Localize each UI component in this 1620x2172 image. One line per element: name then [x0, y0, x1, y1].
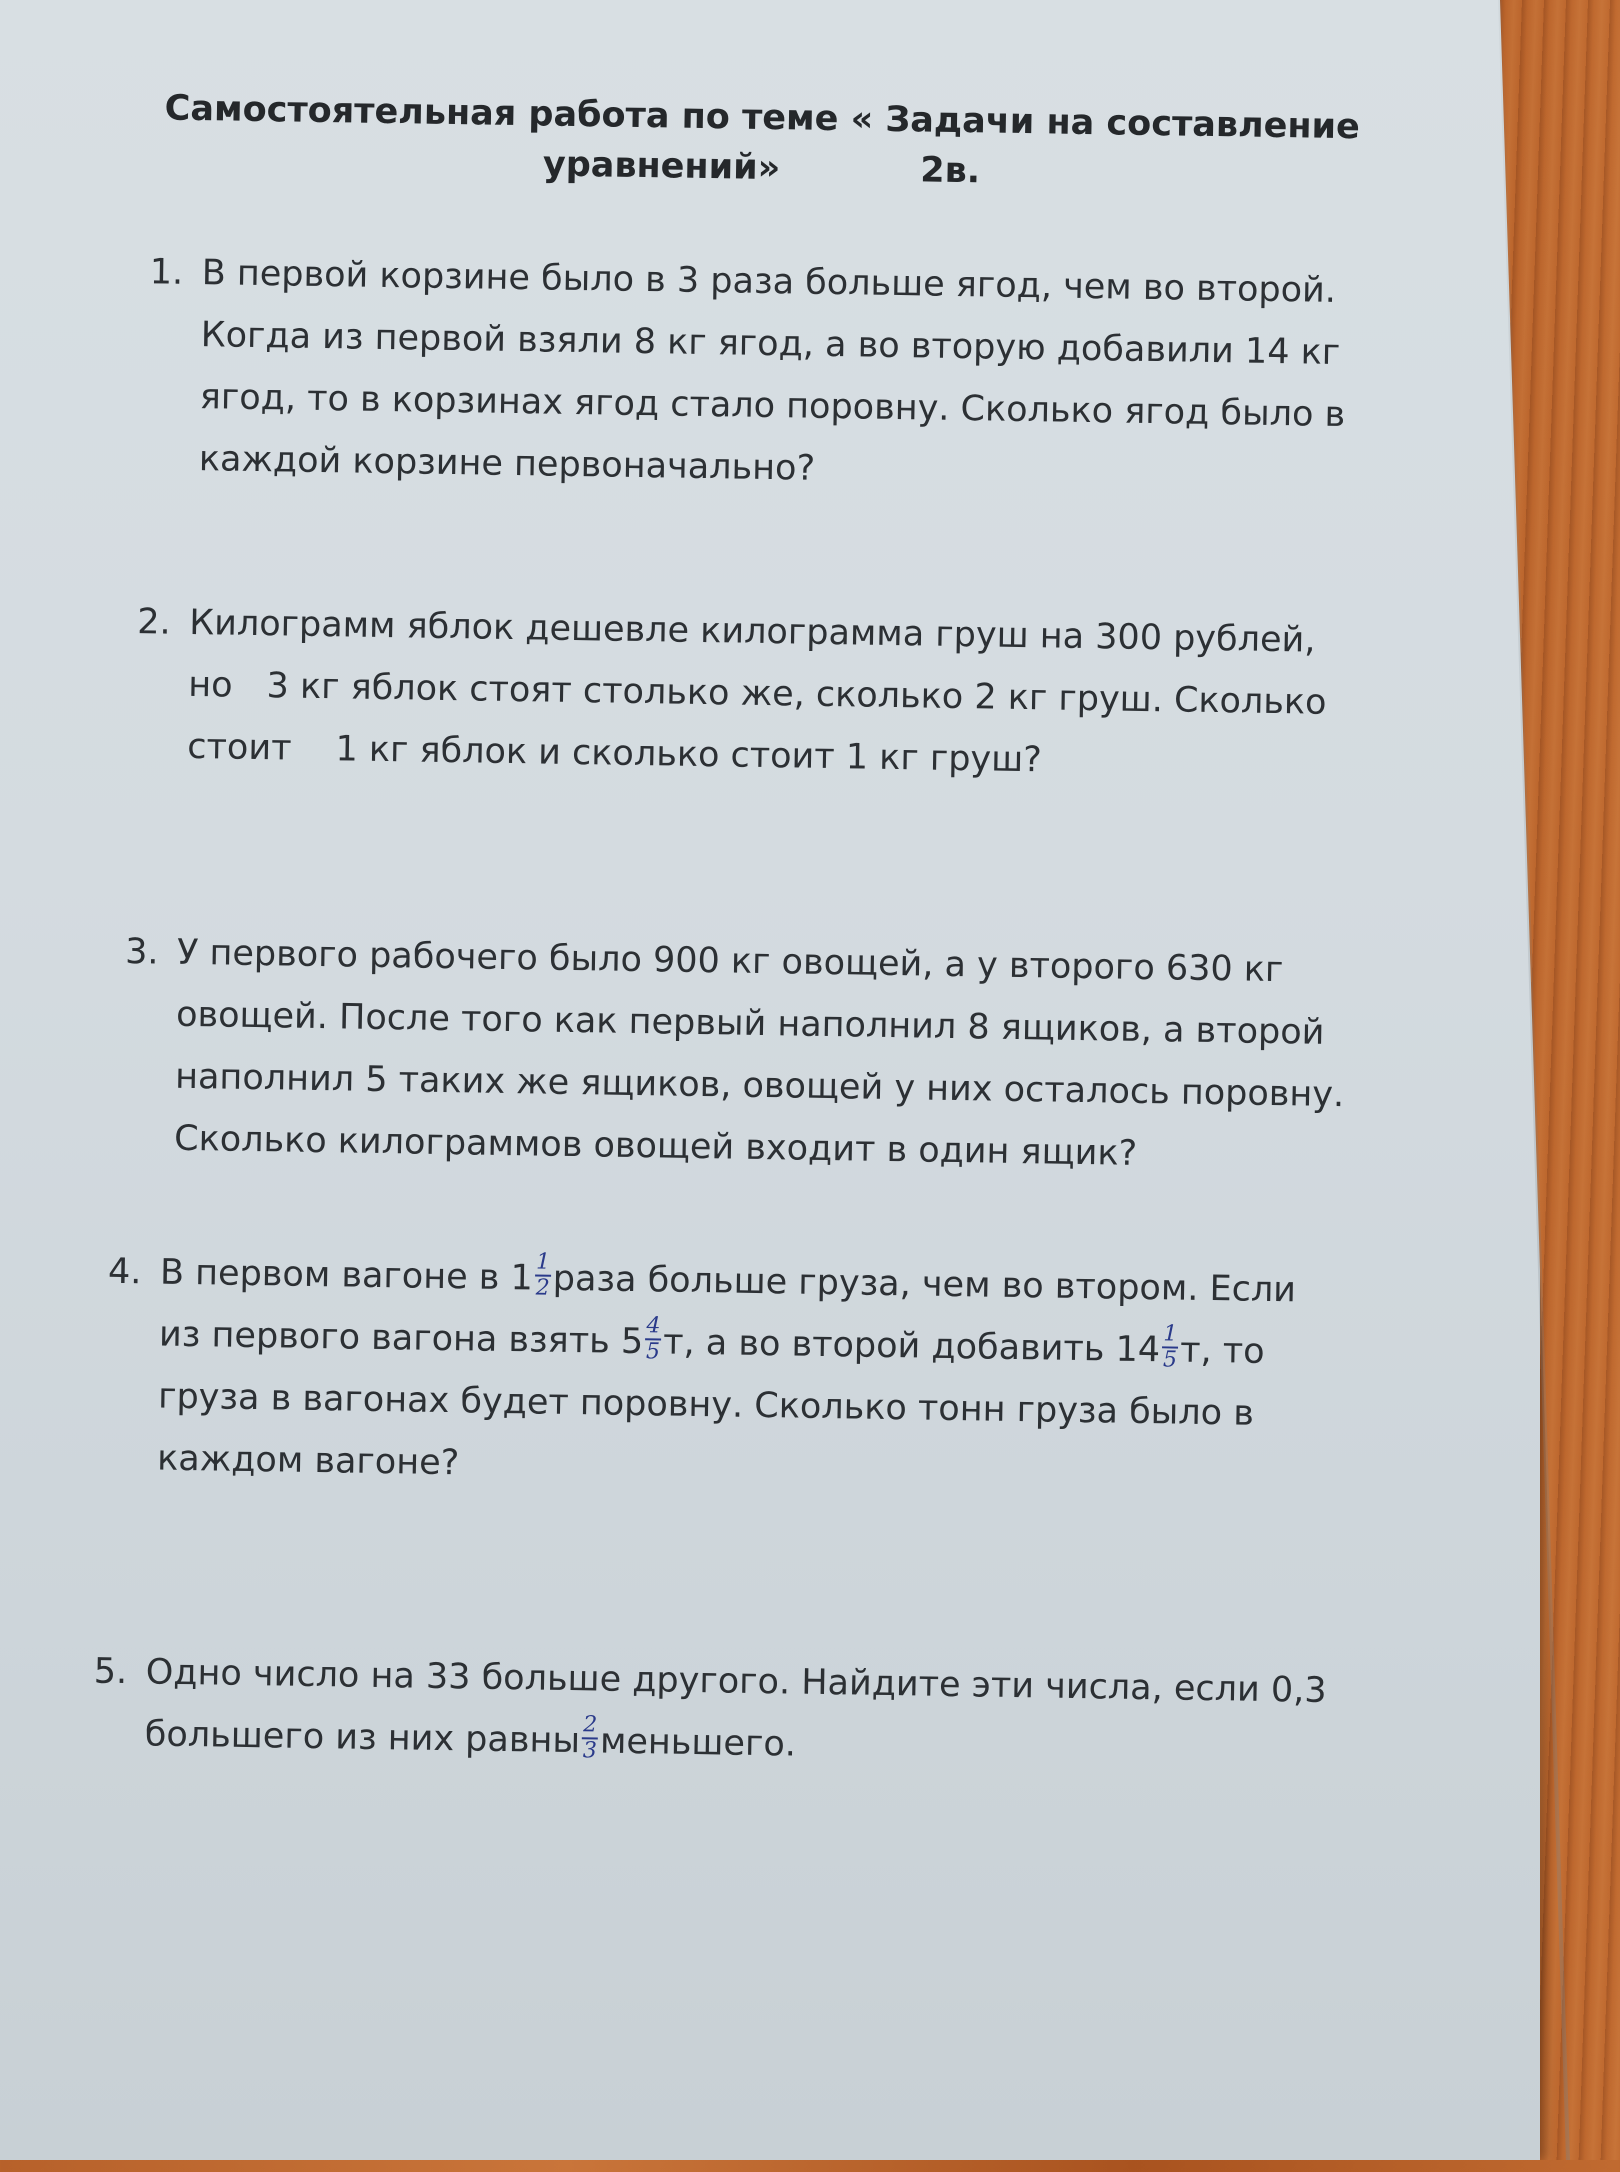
task-line: каждой корзине первоначально?: [198, 439, 816, 489]
handwritten-fraction: [1162, 1323, 1179, 1371]
task-line: груза в вагонах будет поровну. Сколько тонн груза было в: [157, 1376, 1255, 1434]
task-line: овощей. После того как первый наполнил 8 ящиков, а второй: [175, 994, 1325, 1053]
task-line-part: из первого вагона взять 5: [158, 1314, 644, 1363]
task-line-part: раза больше груза, чем во втором. Если: [552, 1258, 1297, 1311]
task-line: каждом вагоне?: [156, 1438, 460, 1484]
fraction-numerator: 2: [583, 1712, 598, 1738]
title-line-2-text: уравнений»: [542, 144, 781, 189]
task-line: Когда из первой взяли 8 кг ягод, а во вторую добавили 14 кг: [200, 315, 1341, 373]
title-line-1: Самостоятельная работа по теме « Задачи на составление: [164, 88, 1361, 148]
fraction-denominator: 3: [582, 1738, 598, 1764]
task-line-part: т, а во второй добавить 14: [662, 1322, 1161, 1371]
task-line: Одно число на 33 больше другого. Найдите эти числа, если 0,3: [145, 1652, 1327, 1711]
task-line: Сколько килограммов овощей входит в один ящик?: [173, 1118, 1138, 1174]
fraction-numerator: 1: [535, 1249, 551, 1275]
task-line-part: но: [188, 664, 233, 706]
task-line: У первого рабочего было 900 кг овощей, а у второго 630 кг: [176, 932, 1284, 991]
task-number: 1.: [149, 252, 184, 293]
variant-label: 2в.: [919, 150, 981, 192]
fraction-denominator: 5: [1162, 1347, 1178, 1373]
handwritten-fraction: [582, 1714, 599, 1762]
task-5: [93, 1641, 1436, 1785]
fraction-numerator: 4: [646, 1313, 661, 1339]
task-line: наполнил 5 таких же ящиков, овощей у них осталось поровну.: [174, 1056, 1345, 1116]
task-line-part: меньшего.: [599, 1721, 797, 1765]
page-title: [161, 83, 1362, 202]
task-1: [149, 242, 1452, 510]
task-line: В первой корзине было в 3 раза больше ягод, чем во второй.: [201, 253, 1337, 311]
fraction-denominator: 5: [645, 1339, 661, 1365]
task-4: [107, 1242, 1431, 1510]
task-number: 5.: [93, 1651, 128, 1693]
task-line-part: В первом вагоне в 1: [159, 1252, 534, 1299]
task-3: [124, 922, 1438, 1190]
task-line: ягод, то в корзинах ягод стало поровну. Сколько ягод было в: [199, 377, 1346, 436]
task-line-part: стоит: [187, 726, 292, 769]
task-line-part: 1 кг яблок и сколько стоит 1 кг груш?: [335, 729, 1043, 781]
task-line-part: 3 кг яблок стоят столько же, сколько 2 кг груш. Сколько: [266, 666, 1327, 723]
task-number: 3.: [124, 931, 159, 973]
task-line: Килограмм яблок дешевле килограмма груш на 300 рублей,: [188, 602, 1316, 661]
handwritten-fraction: [645, 1315, 662, 1363]
fraction-numerator: 1: [1163, 1321, 1178, 1347]
handwritten-fraction: [534, 1251, 551, 1299]
fraction-denominator: 2: [535, 1275, 550, 1301]
task-line-part: т, то: [1179, 1330, 1265, 1372]
task-number: 2.: [136, 602, 172, 643]
task-number: 4.: [107, 1251, 142, 1293]
task-2: [136, 592, 1440, 798]
task-line-part: большего из них равны: [144, 1714, 581, 1762]
